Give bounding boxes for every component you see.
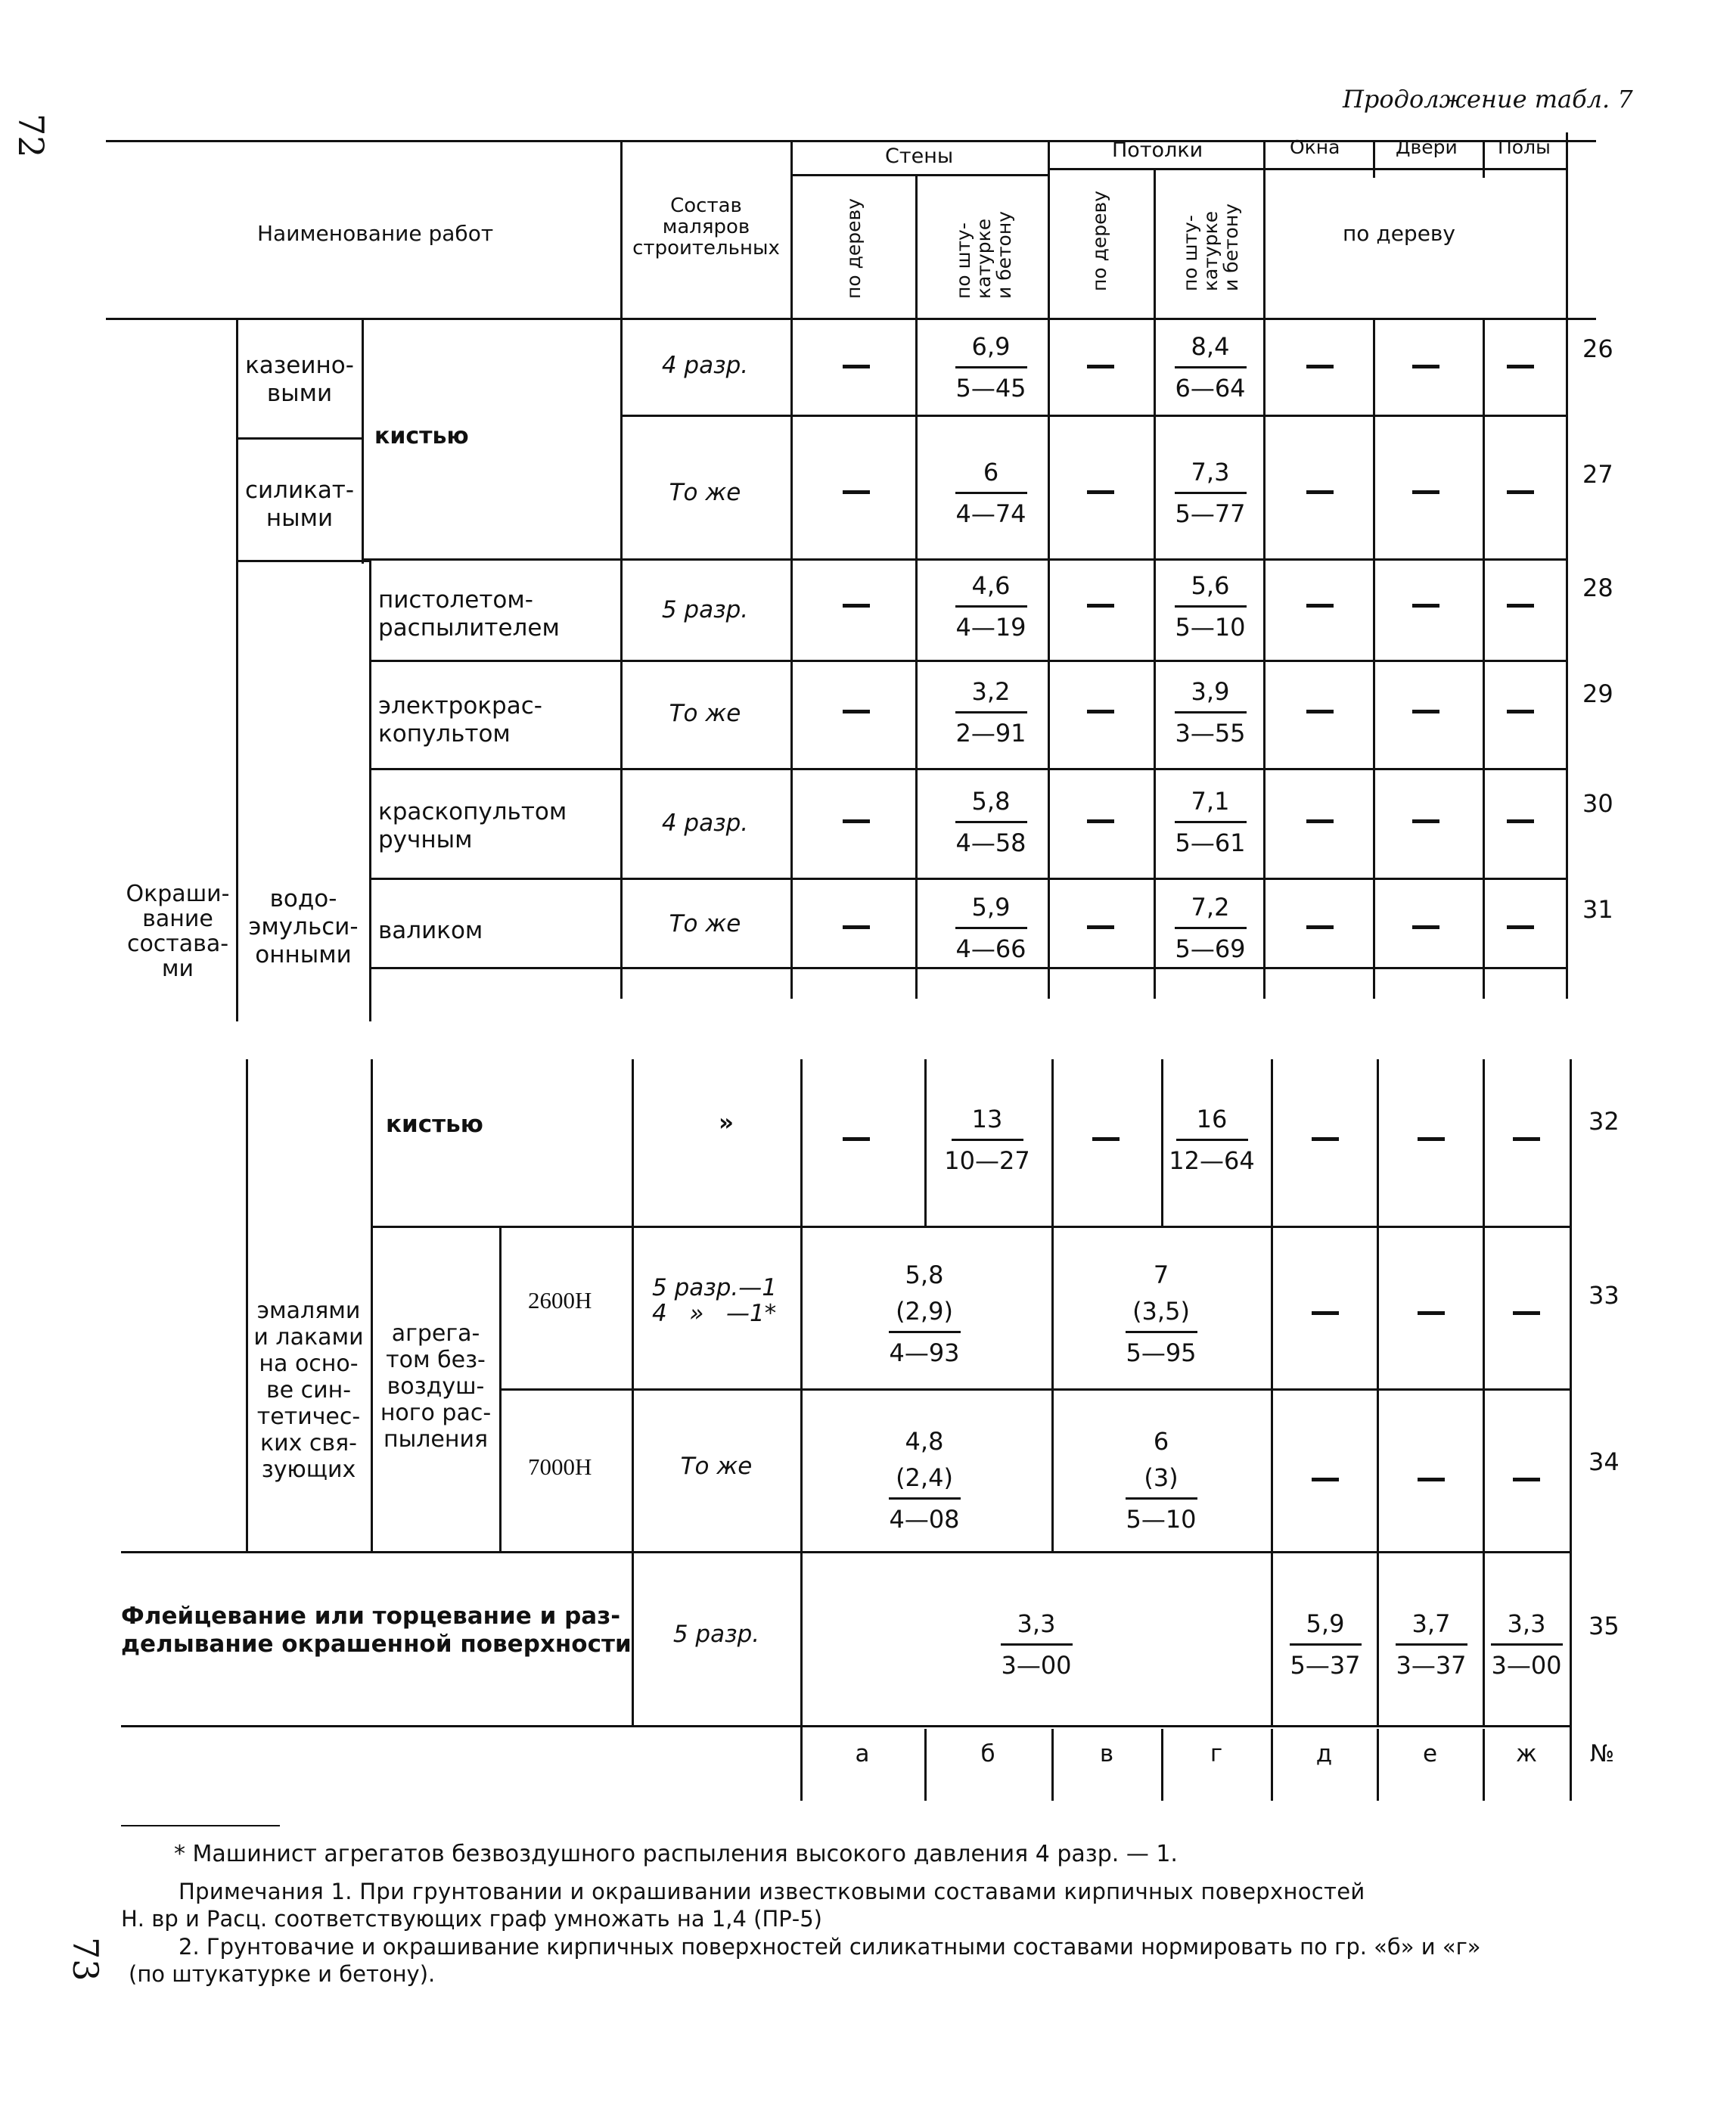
fraction-bar [955, 711, 1027, 713]
label-painting: Окраши- вание состава- ми [126, 881, 230, 982]
crew-27: То же [669, 479, 741, 506]
page-number-bottom: 73 [65, 1937, 106, 1982]
header-floors: Полы [1498, 136, 1551, 158]
fraction-bar [955, 821, 1027, 823]
cell-35-d: 5,9 5—37 [1290, 1609, 1361, 1680]
cell-34-ab: 4,8 (2,4) 4—08 [889, 1427, 960, 1534]
cell-27-b: 6 4—74 [955, 458, 1026, 528]
continuation-title: Продолжение табл. 7 [1343, 85, 1633, 113]
col-label-d: д [1315, 1740, 1333, 1767]
row-number-28: 28 [1582, 574, 1613, 602]
cell-32-b: 13 10—27 [944, 1105, 1030, 1175]
row-number-32: 32 [1588, 1107, 1620, 1136]
header-doors: Двери [1396, 136, 1458, 158]
row-number-33: 33 [1588, 1281, 1620, 1310]
fraction-bar [1176, 1139, 1248, 1141]
fraction-bar [1491, 1643, 1563, 1646]
cell-26-a [843, 365, 870, 368]
footnote: * Машинист агрегатов безвоздушного распыления высокого давления 4 разр. — 1. [174, 1841, 1178, 1867]
cell-26-v [1087, 365, 1114, 368]
fraction-bar [889, 1497, 961, 1500]
cell-32-e [1418, 1137, 1445, 1141]
cell-32-zh [1513, 1137, 1540, 1141]
cell-35-e: 3,7 3—37 [1396, 1609, 1467, 1680]
crew-30: 4 разр. [661, 810, 749, 837]
col-label-e: е [1422, 1740, 1438, 1767]
label-silicate: силикат- ными [244, 477, 355, 532]
note1-line2: Н. вр и Расц. соответствующих граф умножать на 1,4 (ПР-5) [121, 1906, 822, 1932]
cell-31-g: 7,2 5—69 [1175, 893, 1246, 963]
cell-28-g: 5,6 5—10 [1175, 571, 1246, 642]
fraction-bar [1175, 492, 1247, 494]
fraction-bar [1001, 1643, 1073, 1646]
cell-26-d [1306, 365, 1334, 368]
cell-28-v [1087, 604, 1114, 608]
row-number-30: 30 [1582, 789, 1613, 818]
note2-line2: (по штукатурке и бетону). [129, 1961, 436, 1987]
label-flutes: Флейцевание или торцевание и раз- делывание окрашенной поверхности [121, 1603, 632, 1658]
cell-27-g: 7,3 5—77 [1175, 458, 1246, 528]
cell-35-zh: 3,3 3—00 [1491, 1609, 1562, 1680]
row-number-34: 34 [1588, 1447, 1620, 1476]
fraction-bar [1175, 927, 1247, 929]
header-walls-by-plaster: по шту- катурке и бетону [952, 211, 1015, 299]
method-electro: электрокрас- копультом [378, 692, 542, 748]
cell-29-d [1306, 710, 1334, 713]
header-walls-by-wood: по дереву [843, 197, 865, 299]
cell-32-g: 16 12—64 [1169, 1105, 1255, 1175]
col-label-no: № [1589, 1740, 1615, 1767]
cell-30-a [843, 819, 870, 823]
header-crew: Состав маляров строительных [632, 194, 780, 260]
cell-29-zh [1507, 710, 1534, 713]
cell-33-ab: 5,8 (2,9) 4—93 [889, 1261, 960, 1367]
row-number-26: 26 [1582, 334, 1613, 363]
cell-30-v [1087, 819, 1114, 823]
cell-30-zh [1507, 819, 1534, 823]
row-number-29: 29 [1582, 679, 1613, 708]
crew-29: То же [669, 700, 741, 727]
col-label-b: б [980, 1740, 995, 1767]
col-label-a: а [855, 1740, 870, 1767]
cell-28-d [1306, 604, 1334, 608]
cell-33-e [1418, 1311, 1445, 1315]
header-ceilings: Потолки [1112, 138, 1203, 162]
header-walls: Стены [885, 145, 954, 168]
cell-34-zh [1513, 1478, 1540, 1481]
fraction-bar [955, 605, 1027, 608]
header-work-name: Наименование работ [257, 221, 494, 246]
crew-32: » [719, 1109, 734, 1136]
cell-27-zh [1507, 490, 1534, 494]
cell-32-v [1092, 1137, 1120, 1141]
unit-7000: 7000Н [528, 1453, 592, 1480]
cell-30-g: 7,1 5—61 [1175, 787, 1246, 857]
cell-33-vg: 7 (3,5) 5—95 [1126, 1261, 1197, 1367]
page-number-top: 72 [11, 113, 51, 158]
label-enamels: эмалями и лаками на осно- ве син- тетичес- ких свя- зующих [253, 1298, 364, 1483]
cell-31-d [1306, 925, 1334, 929]
label-water-emulsion: водо- эмульси- онными [248, 885, 359, 968]
cell-31-zh [1507, 925, 1534, 929]
header-windows: Окна [1290, 136, 1340, 158]
cell-27-v [1087, 490, 1114, 494]
method-roller: валиком [378, 917, 483, 944]
cell-28-zh [1507, 604, 1534, 608]
cell-29-g: 3,9 3—55 [1175, 677, 1246, 748]
fraction-bar [1126, 1497, 1197, 1500]
fraction-bar [955, 927, 1027, 929]
cell-29-v [1087, 710, 1114, 713]
cell-35-abvg: 3,3 3—00 [1001, 1609, 1072, 1680]
col-label-zh: ж [1516, 1740, 1537, 1767]
cell-26-e [1412, 365, 1439, 368]
fraction-bar [955, 366, 1027, 368]
header-by-wood-common: по дереву [1343, 221, 1455, 246]
cell-30-b: 5,8 4—58 [955, 787, 1026, 857]
cell-30-e [1412, 819, 1439, 823]
row-number-35: 35 [1588, 1612, 1620, 1640]
cell-26-g: 8,4 6—64 [1175, 332, 1246, 403]
unit-2600: 2600Н [528, 1287, 592, 1313]
cell-28-b: 4,6 4—19 [955, 571, 1026, 642]
cell-27-e [1412, 490, 1439, 494]
crew-28: 5 разр. [661, 596, 749, 623]
fraction-bar [955, 492, 1027, 494]
cell-27-d [1306, 490, 1334, 494]
cell-29-b: 3,2 2—91 [955, 677, 1026, 748]
crew-35: 5 разр. [672, 1621, 760, 1648]
col-label-v: в [1099, 1740, 1114, 1767]
cell-27-a [843, 490, 870, 494]
cell-29-a [843, 710, 870, 713]
cell-34-e [1418, 1478, 1445, 1481]
cell-31-v [1087, 925, 1114, 929]
method-brush-32: кистью [386, 1111, 483, 1138]
note1-line1: Примечания 1. При грунтовании и окрашивании известковыми составами кирпичных поверхностей [179, 1879, 1365, 1904]
cell-34-vg: 6 (3) 5—10 [1126, 1427, 1197, 1534]
note2-line1: 2. Грунтовачие и окрашивание кирпичных поверхностей силикатными составами нормировать по гр. «б» и «г» [179, 1934, 1481, 1960]
fraction-bar [1175, 821, 1247, 823]
cell-33-zh [1513, 1311, 1540, 1315]
method-sprayer: пистолетом- распылителем [378, 586, 560, 642]
fraction-bar [1396, 1643, 1467, 1646]
fraction-bar [1126, 1331, 1197, 1333]
crew-33: 5 разр.—1 4 » —1* [652, 1274, 777, 1327]
crew-26: 4 разр. [661, 352, 749, 379]
cell-30-d [1306, 819, 1334, 823]
cell-32-d [1312, 1137, 1339, 1141]
cell-33-d [1312, 1311, 1339, 1315]
cell-29-e [1412, 710, 1439, 713]
cell-26-b: 6,9 5—45 [955, 332, 1026, 403]
fraction-bar [1290, 1643, 1362, 1646]
cell-32-a [843, 1137, 870, 1141]
cell-31-a [843, 925, 870, 929]
col-label-g: г [1210, 1740, 1223, 1767]
fraction-bar [952, 1139, 1023, 1141]
fraction-bar [1175, 605, 1247, 608]
fraction-bar [1175, 366, 1247, 368]
method-manual: краскопультом ручным [378, 798, 567, 853]
cell-26-zh [1507, 365, 1534, 368]
cell-28-e [1412, 604, 1439, 608]
header-ceilings-by-plaster: по шту- катурке и бетону [1179, 204, 1242, 291]
fraction-bar [889, 1331, 961, 1333]
crew-31: То же [669, 910, 741, 937]
cell-28-a [843, 604, 870, 608]
row-number-31: 31 [1582, 895, 1613, 924]
label-airless: агрега- том без- воздуш- ного рас- пыления [380, 1320, 492, 1453]
cell-31-e [1412, 925, 1439, 929]
label-casein: казеино- выми [245, 352, 354, 407]
row-number-27: 27 [1582, 460, 1613, 489]
crew-34: То же [680, 1453, 753, 1480]
label-brush: кистью [374, 423, 469, 449]
fraction-bar [1175, 711, 1247, 713]
cell-31-b: 5,9 4—66 [955, 893, 1026, 963]
header-ceilings-by-wood: по дереву [1088, 190, 1110, 291]
cell-34-d [1312, 1478, 1339, 1481]
